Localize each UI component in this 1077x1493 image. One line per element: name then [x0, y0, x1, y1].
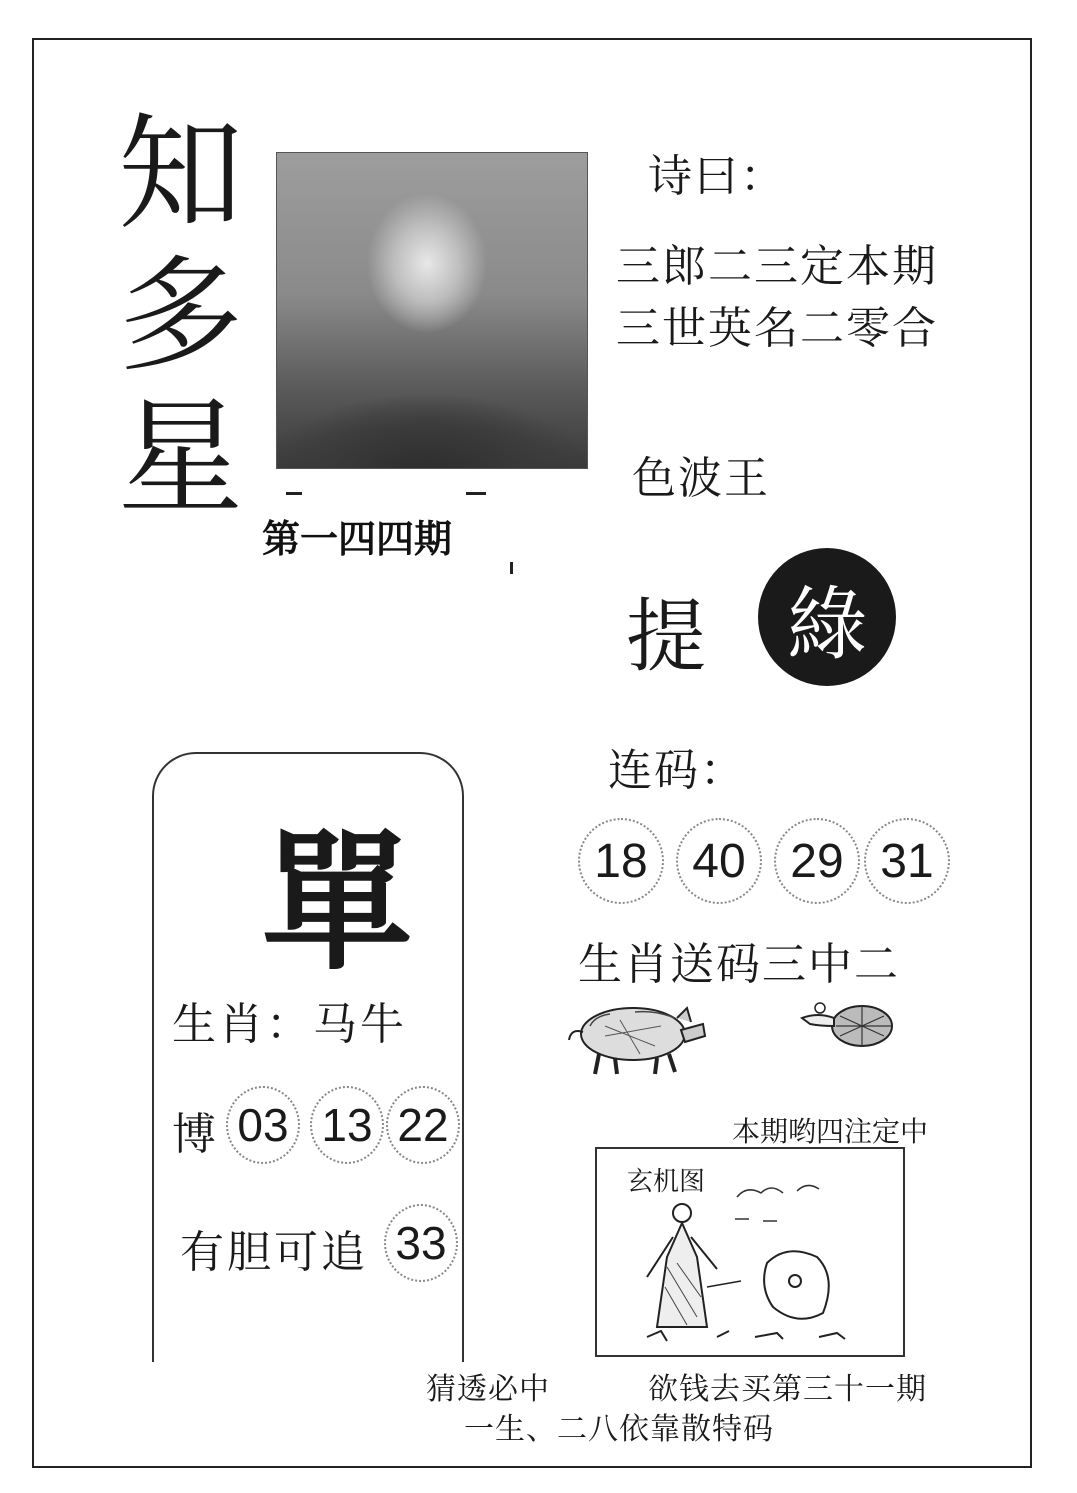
single-zodiac: 生肖：马牛	[172, 999, 407, 1050]
bo-number-1: 03	[226, 1086, 300, 1164]
poem-line-1: 三郎二三定本期	[616, 241, 938, 292]
bo-label: 博	[172, 1109, 219, 1160]
bo-number-2: 13	[310, 1086, 384, 1164]
lianma-number-2: 40	[676, 818, 762, 904]
chase-number: 33	[384, 1204, 458, 1282]
issue-mark-left	[286, 492, 302, 495]
poem-line-2: 三世英名二零合	[616, 303, 938, 354]
title-char-1: 知	[118, 102, 243, 247]
color-king-label: 色波王	[632, 453, 770, 504]
bo-number-3: 22	[386, 1086, 460, 1164]
poem-heading: 诗曰：	[648, 151, 786, 202]
tip-char: 提	[626, 590, 706, 683]
title-char-2: 多	[118, 244, 243, 389]
xuanji-illustration	[637, 1177, 887, 1352]
green-char: 綠	[787, 577, 867, 671]
issue-mark-right	[466, 492, 486, 495]
bottom-line1-right: 欲钱去买第三十一期	[648, 1372, 927, 1407]
lianma-number-4: 31	[864, 818, 950, 904]
portrait-photo	[276, 152, 588, 469]
lianma-label: 连码：	[608, 745, 746, 796]
green-badge	[758, 548, 896, 686]
zodiac-gift-label: 生肖送码三中二	[578, 939, 900, 990]
lianma-number-3: 29	[774, 818, 860, 904]
bottom-line2: 一生、二八依靠散特码	[464, 1412, 774, 1447]
xuanji-picture	[595, 1147, 905, 1357]
xuanji-title: 玄机图	[627, 1167, 706, 1197]
vertical-title	[118, 104, 243, 530]
pig-icon	[565, 996, 710, 1078]
mouse-icon	[796, 996, 900, 1052]
issue-mark-bottom	[510, 562, 513, 574]
lianma-number-1: 18	[578, 818, 664, 904]
bottom-line1-left: 猜透必中	[426, 1372, 550, 1407]
single-title: 單	[262, 815, 413, 991]
issue-number: 第一四四期	[262, 517, 453, 561]
note-text: 本期哟四注定中	[732, 1115, 929, 1148]
title-char-3: 星	[118, 386, 243, 531]
chase-label: 有胆可追	[180, 1227, 368, 1278]
